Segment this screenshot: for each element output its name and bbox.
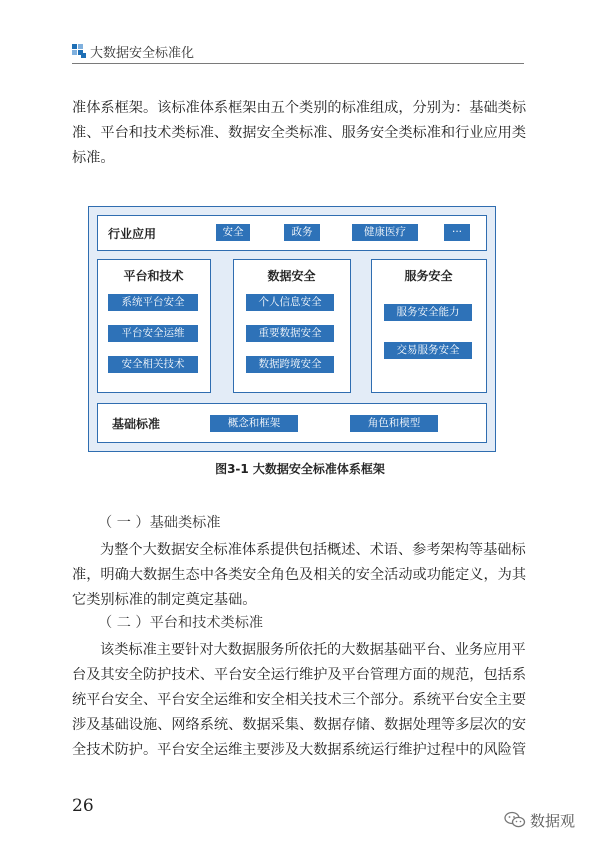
framework-diagram — [88, 206, 496, 452]
section-heading: （ 二 ）平台和技术类标准 — [98, 615, 264, 631]
text-line: 准体系框架。该标准体系框架由五个类别的标准组成，分别为：基础类标 — [72, 100, 527, 116]
basic-panel — [97, 403, 487, 443]
figure-caption: 图3-1 大数据安全标准体系框架 — [215, 462, 385, 476]
industry-title: 行业应用 — [108, 227, 157, 241]
header-title: 大数据安全标准化 — [90, 46, 195, 61]
header-logo-icon — [72, 44, 86, 58]
data-security-title: 数据安全 — [267, 269, 316, 283]
watermark-text: 数据观 — [530, 812, 576, 830]
section-heading: （ 一 ）基础类标准 — [98, 515, 221, 531]
text-line: 全技术防护。平台安全运维主要涉及大数据系统运行维护过程中的风险管 — [72, 742, 527, 758]
wechat-icon — [504, 811, 526, 829]
intro-paragraph — [72, 96, 528, 171]
service-security-panel — [371, 259, 487, 393]
platform-item: 安全相关技术 — [108, 356, 198, 373]
data-security-item: 重要数据安全 — [246, 325, 334, 342]
text-line: 标准。 — [72, 150, 115, 166]
header-rule — [72, 63, 524, 64]
text-line: 它类别标准的制定奠定基础。 — [72, 592, 257, 608]
service-security-item: 服务安全能力 — [384, 304, 472, 321]
basic-item: 概念和框架 — [210, 415, 298, 432]
basic-title: 基础标准 — [112, 417, 161, 431]
platform-item: 平台安全运维 — [108, 325, 198, 342]
text-line: 涉及基础设施、网络系统、数据采集、数据存储、数据处理等多层次的安 — [72, 717, 527, 733]
text-line: 为整个大数据安全标准体系提供包括概述、术语、参考架构等基础标 — [100, 542, 526, 558]
platform-item: 系统平台安全 — [108, 294, 198, 311]
text-line: 统平台安全、平台安全运维和安全相关技术三个部分。系统平台安全主要 — [72, 692, 527, 708]
industry-item: ··· — [444, 224, 470, 241]
service-security-item: 交易服务安全 — [384, 342, 472, 359]
section-paragraph — [72, 638, 528, 763]
data-security-item: 个人信息安全 — [246, 294, 334, 311]
industry-panel — [97, 215, 487, 251]
industry-item: 健康医疗 — [352, 224, 418, 241]
page-number: 26 — [72, 796, 94, 816]
text-line: 准、平台和技术类标准、数据安全类标准、服务安全类标准和行业应用类 — [72, 125, 527, 141]
text-line: 该类标准主要针对大数据服务所依托的大数据基础平台、业务应用平 — [100, 642, 526, 658]
industry-item: 政务 — [284, 224, 320, 241]
running-header — [72, 40, 524, 66]
platform-panel — [97, 259, 211, 393]
watermark — [504, 808, 594, 832]
text-line: 台及其安全防护技术、平台安全运行维护及平台管理方面的规范，包括系 — [72, 667, 527, 683]
basic-item: 角色和模型 — [350, 415, 438, 432]
platform-title: 平台和技术 — [123, 269, 184, 283]
text-line: 准，明确大数据生态中各类安全角色及相关的安全活动或功能定义，为其 — [72, 567, 527, 583]
section-paragraph — [72, 538, 528, 613]
industry-item: 安全 — [216, 224, 250, 241]
data-security-panel — [233, 259, 351, 393]
data-security-item: 数据跨境安全 — [246, 356, 334, 373]
service-security-title: 服务安全 — [404, 269, 453, 283]
